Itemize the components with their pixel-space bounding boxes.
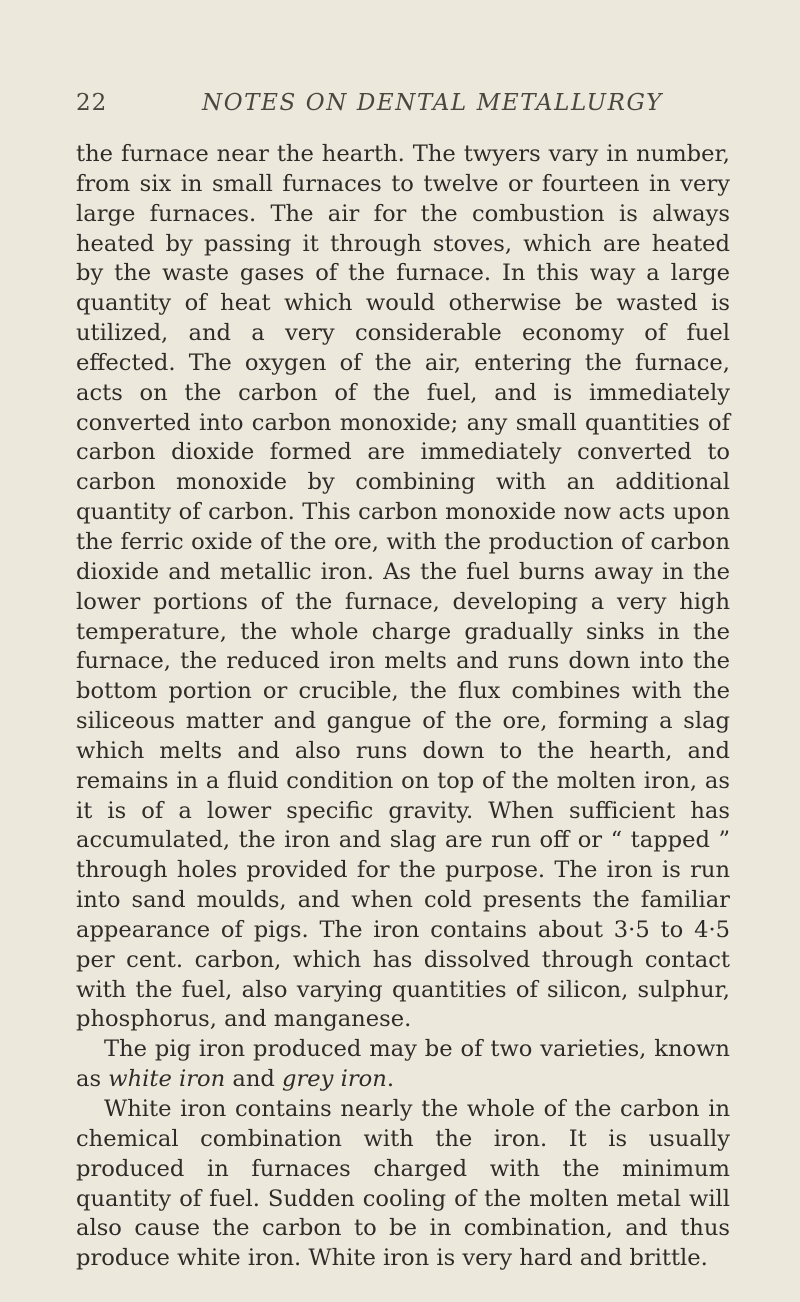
term-white-iron: white iron: [108, 1066, 226, 1093]
book-page: [76, 86, 730, 1274]
paragraph-furnace-process: the furnace near the hearth. The twyers vary in number, from six in small furnaces to twelve or fourteen in very large furnaces. The air for the combustion is always heated by passing it through stoves, which are heated by the waste gases of the furnace. In this way a large quantity of heat which would otherwise be wasted is utilized, and a very considerable economy of fuel effected. The oxygen of the air, entering the furnace, acts on the carbon of the fuel, and is immediately converted into carbon monoxide; any small quantities of carbon dioxide formed are immediately converted to carbon monoxide by combining with an additional quantity of carbon. This carbon monoxide now acts upon the ferric oxide of the ore, with the production of carbon dioxide and metallic iron. As the fuel burns away in the lower portions of the furnace, developing a very high temperature, the whole charge gradually sinks in the furnace, the reduced iron melts and runs down into the bottom portion or crucible, the flux combines with the siliceous matter and gangue of the ore, forming a slag which melts and also runs down to the hearth, and remains in a fluid condition on top of the molten iron, as it is of a lower specific gravity. When sufficient has accumulated, the iron and slag are run off or “ tapped ” through holes provided for the purpose. The iron is run into sand moulds, and when cold presents the familiar appearance of pigs. The iron contains about 3·5 to 4·5 per cent. carbon, which has dissolved through contact with the fuel, also varying quantities of silicon, sulphur, phosphorus, and manganese.: [76, 141, 730, 1033]
paragraph-text: The pig iron produced may be of two varieties, known as: [76, 1036, 730, 1093]
paragraph-text: .: [386, 1066, 394, 1093]
running-head: [76, 86, 730, 126]
term-grey-iron: grey iron: [282, 1066, 387, 1093]
running-title: NOTES ON DENTAL METALLURGY: [202, 90, 663, 116]
paragraph-pig-iron-varieties: [76, 1035, 730, 1095]
paragraph-text: and: [225, 1066, 283, 1093]
body-text: [76, 140, 730, 1274]
page-number: 22: [76, 90, 108, 116]
paragraph-white-iron: White iron contains nearly the whole of the carbon in chemical combination with the iron. It is usually produced in furnaces charged with the minimum quantity of fuel. Sudden cooling of the molten metal will also cause the carbon to be in combination, and thus produce white iron. White iron is very hard and brittle.: [76, 1096, 730, 1272]
